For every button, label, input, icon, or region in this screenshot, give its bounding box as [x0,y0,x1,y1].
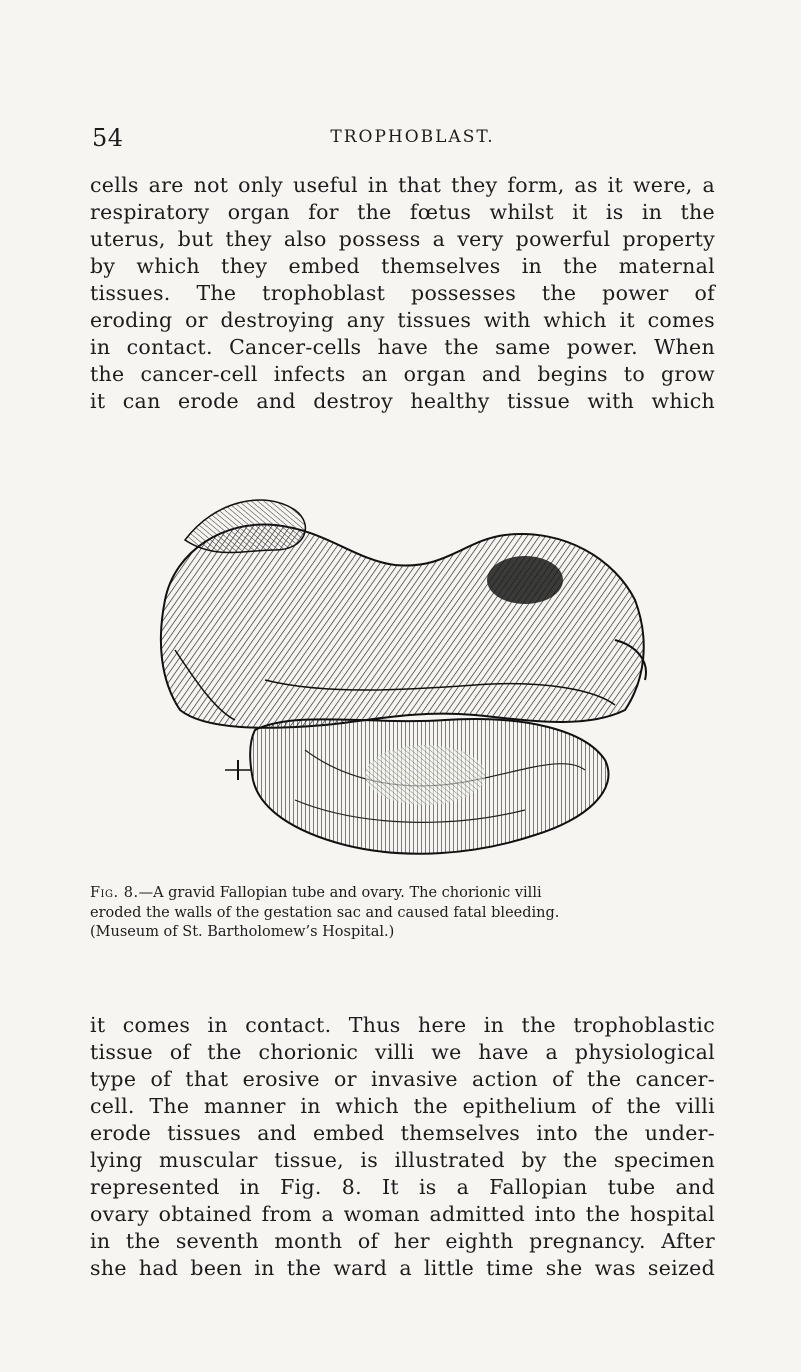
ovary-shape [250,719,608,854]
text-line: in contact. Cancer-cells have the same power. When [90,335,715,359]
text-line: tissues. The trophoblast possesses the power of [90,281,715,305]
text-line: lying muscular tissue, is illustrated by the specimen [90,1148,715,1172]
paragraph-2 [90,1012,715,1282]
text-line: in the seventh month of her eighth pregnancy. After [90,1229,715,1253]
text-line: it comes in contact. Thus here in the trophoblastic [90,1013,715,1037]
text-line: eroding or destroying any tissues with which it comes [90,308,715,332]
text-line: by which they embed themselves in the maternal [90,254,715,278]
text-line: tissue of the chorionic villi we have a physiological [90,1040,715,1064]
figure-caption [90,884,715,943]
text-line: cell. The manner in which the epithelium of the villi [90,1094,715,1118]
text-line: the cancer-cell infects an organ and begins to grow [90,362,715,386]
text-line: it can erode and destroy healthy tissue with which [90,389,715,413]
tube-shape [161,500,646,728]
text-line: respiratory organ for the fœtus whilst it is in the [90,200,715,224]
figure-label: Fig. 8. [90,885,139,901]
text-line: cells are not only useful in that they form, as it were, a [90,173,715,197]
text-line: erode tissues and embed themselves into the under- [90,1121,715,1145]
text-line: she had been in the ward a little time she was seized [90,1256,715,1280]
text-line: ovary obtained from a woman admitted into the hospital [90,1202,715,1226]
caption-line: (Museum of St. Bartholomew’s Hospital.) [90,924,395,940]
caption-line [90,884,715,904]
text-line: type of that erosive or invasive action of the cancer- [90,1067,715,1091]
text-line: uterus, but they also possess a very powerful property [90,227,715,251]
page-number: 54 [92,124,124,152]
fallopian-tube-illustration [145,480,685,870]
running-head: TROPHOBLAST. [330,127,495,147]
scale-marker [225,760,251,780]
text-line: represented in Fig. 8. It is a Fallopian tube and [90,1175,715,1199]
paragraph-1 [90,172,715,415]
caption-line: eroded the walls of the gestation sac and caused fatal bleeding. [90,904,560,921]
caption-text: —A gravid Fallopian tube and ovary. The chorionic villi [138,885,542,901]
